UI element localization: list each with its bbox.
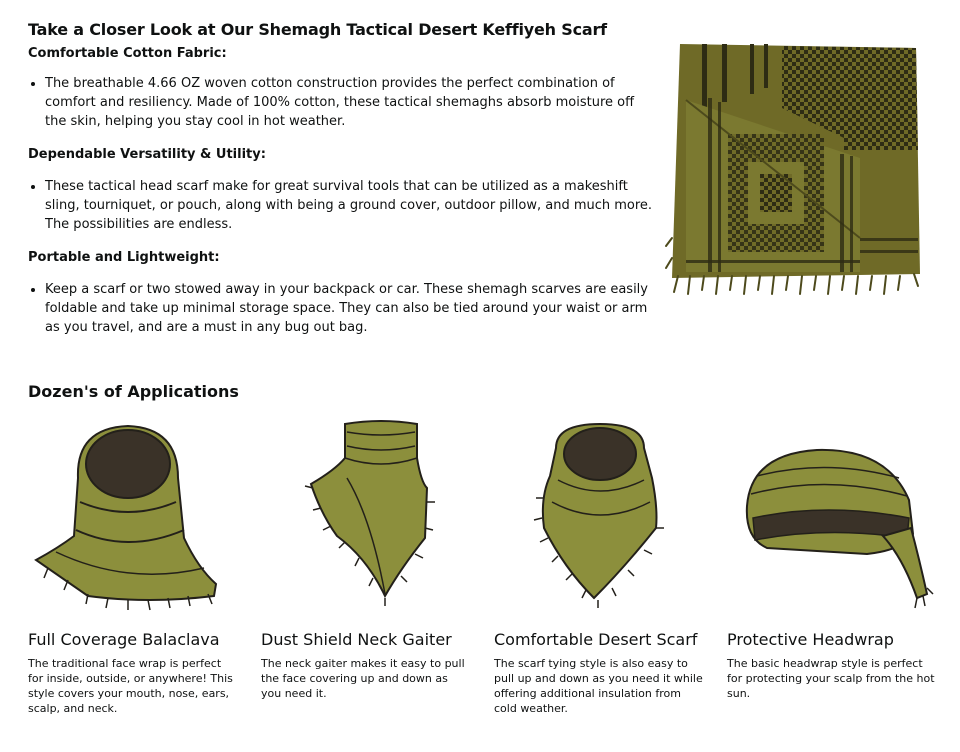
section-heading-versatility: Dependable Versatility & Utility: [28, 147, 266, 162]
application-card-neck-gaiter [261, 418, 471, 701]
balaclava-illustration [28, 418, 238, 614]
product-description [28, 18, 658, 337]
section-bullet-versatility: • These tactical head scarf make for great survival tools that can be utilized as a makeshift sling, tourniquet, or pouch, along with being a ground cover, outdoor pillow, and much more. The possibilities are endless. [45, 177, 658, 234]
section-bullet-portable: • Keep a scarf or two stowed away in your backpack or car. These shemagh scarves are easily foldable and take up minimal storage space. They can also be tied around your waist or arm as you travel, and are a must in any bug out bag. [45, 280, 658, 337]
section-heading-fabric: Comfortable Cotton Fabric: [28, 46, 227, 61]
application-desc-headwrap: The basic headwrap style is perfect for protecting your scalp from the hot sun. [727, 657, 935, 700]
application-card-desert-scarf [494, 418, 704, 716]
application-title-neck-gaiter: Dust Shield Neck Gaiter [261, 630, 452, 649]
section-heading-portable: Portable and Lightweight: [28, 250, 220, 265]
page-title: Take a Closer Look at Our Shemagh Tactical Desert Keffiyeh Scarf [28, 20, 607, 39]
application-title-balaclava: Full Coverage Balaclava [28, 630, 220, 649]
application-desc-balaclava: The traditional face wrap is perfect for inside, outside, or anywhere! This style covers your mouth, nose, ears, scalp, and neck. [28, 657, 233, 715]
section-list-versatility [28, 177, 658, 234]
application-desc-neck-gaiter: The neck gaiter makes it easy to pull the face covering up and down as you need it. [261, 657, 465, 700]
headwrap-illustration [727, 418, 937, 614]
section-bullet-fabric: • The breathable 4.66 OZ woven cotton construction provides the perfect combination of comfort and resiliency. Made of 100% cotton, these tactical shemaghs absorb moisture off the skin, helping you stay cool in hot weather. [45, 74, 658, 131]
product-image-folded-scarf [664, 38, 928, 302]
application-title-desert-scarf: Comfortable Desert Scarf [494, 630, 698, 649]
desert-scarf-illustration [494, 418, 704, 614]
application-card-balaclava [28, 418, 238, 716]
section-list-fabric [28, 74, 658, 131]
application-desc-desert-scarf: The scarf tying style is also easy to pull up and down as you need it while offering additional insulation from cold weather. [494, 657, 703, 715]
applications-title: Dozen's of Applications [28, 382, 239, 401]
section-list-portable [28, 280, 658, 337]
application-card-headwrap [727, 418, 937, 701]
neck-gaiter-illustration [261, 418, 471, 614]
application-title-headwrap: Protective Headwrap [727, 630, 894, 649]
